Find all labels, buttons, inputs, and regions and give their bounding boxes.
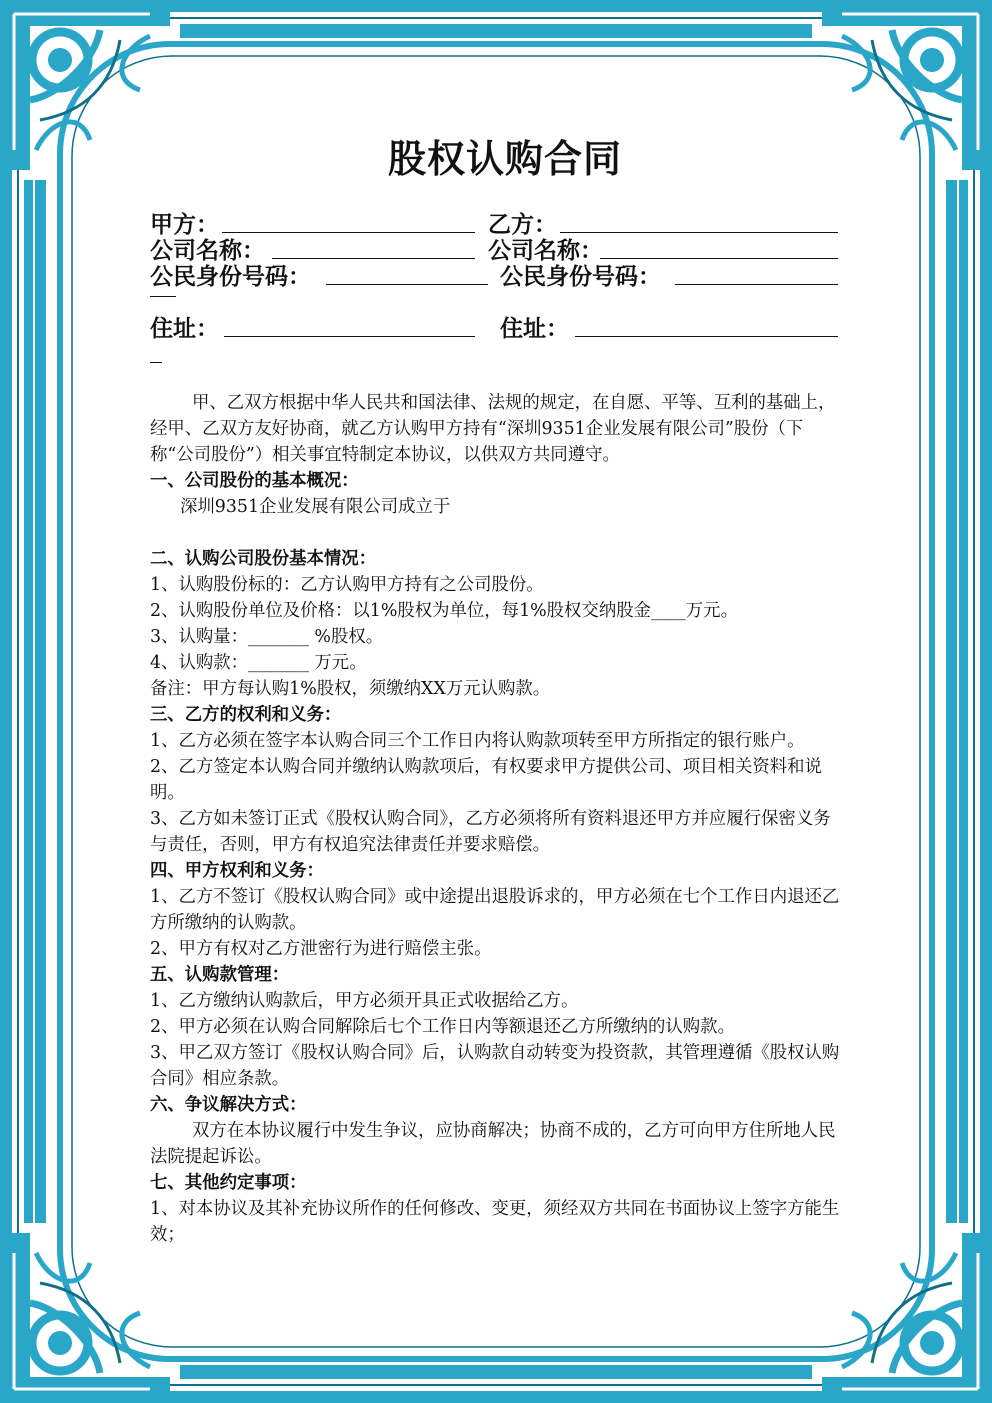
section-2-item-2: 2、认购股份单位及价格：以1%股权为单位，每1%股权交纳股金____万元。 <box>150 601 738 621</box>
party-b-label: 乙方： <box>488 212 557 238</box>
party-b-id-blank[interactable] <box>675 284 838 285</box>
party-a-id-label: 公民身份号码： <box>150 264 311 290</box>
intro-paragraph: 甲、乙双方根据中华人民共和国法律、法规的规定，在自愿、平等、互利的基础上，经甲、乙双方友好协商，就乙方认购甲方持有“深圳9351企业发展有限公司”股份（下称“公司股份”）相关事宜特制定本协议，以供双方共同遵守。 <box>150 393 836 465</box>
section-4-item-1: 1、乙方不签订《股权认购合同》或中途提出退股诉求的，甲方必须在七个工作日内退还乙方所缴纳的认购款。 <box>150 887 840 933</box>
party-b-id-label: 公民身份号码： <box>500 264 661 290</box>
section-7-heading: 七、其他约定事项： <box>150 1173 307 1193</box>
section-6-heading: 六、争议解决方式： <box>150 1095 307 1115</box>
section-3-item-3: 3、乙方如未签订正式《股权认购合同》，乙方必须将所有资料退还甲方并应履行保密义务与责任，否则，甲方有权追究法律责任并要求赔偿。 <box>150 809 831 855</box>
section-5-item-3: 3、甲乙双方签订《股权认购合同》后，认购款自动转变为投资款，其管理遵循《股权认购合同》相应条款。 <box>150 1043 840 1089</box>
contract-body <box>150 390 845 1248</box>
party-a-company-label: 公司名称： <box>150 238 265 264</box>
section-2-note: 备注：甲方每认购1%股权，须缴纳XX万元认购款。 <box>150 679 551 699</box>
party-b-address-label: 住址： <box>500 316 569 342</box>
section-4-item-2: 2、甲方有权对乙方泄密行为进行赔偿主张。 <box>150 939 492 959</box>
party-a-address-label: 住址： <box>150 316 219 342</box>
section-3-heading: 三、乙方的权利和义务： <box>150 705 342 725</box>
id-continuation-line <box>150 296 176 297</box>
section-1-text: 深圳9351企业发展有限公司成立于 <box>180 497 451 517</box>
section-4-heading: 四、甲方权利和义务： <box>150 861 324 881</box>
section-2-item-1: 1、认购股份标的：乙方认购甲方持有之公司股份。 <box>150 575 544 595</box>
section-2-item-4: 4、认购款：_______ 万元。 <box>150 653 367 673</box>
section-3-item-1: 1、乙方必须在签字本认购合同三个工作日内将认购款项转至甲方所指定的银行账户。 <box>150 731 805 751</box>
section-2-item-3: 3、认购量：_______ %股权。 <box>150 627 384 647</box>
section-1-heading: 一、公司股份的基本概况： <box>150 471 359 491</box>
address-continuation-line <box>150 362 162 363</box>
page-title: 股权认购合同 <box>387 137 622 181</box>
section-5-item-1: 1、乙方缴纳认购款后，甲方必须开具正式收据给乙方。 <box>150 991 579 1011</box>
section-7-item-1: 1、对本协议及其补充协议所作的任何修改、变更，须经双方共同在书面协议上签字方能生效； <box>150 1199 840 1245</box>
party-a-label: 甲方： <box>150 212 219 238</box>
section-2-heading: 二、认购公司股份基本情况： <box>150 549 377 569</box>
section-6-text: 双方在本协议履行中发生争议，应协商解决；协商不成的，乙方可向甲方住所地人民法院提起诉讼。 <box>150 1121 836 1167</box>
section-3-item-2: 2、乙方签定本认购合同并缴纳认购款项后，有权要求甲方提供公司、项目相关资料和说明。 <box>150 757 822 803</box>
party-b-company-label: 公司名称： <box>488 238 603 264</box>
party-a-address-blank[interactable] <box>224 336 475 337</box>
party-a-id-blank[interactable] <box>326 284 488 285</box>
party-b-address-blank[interactable] <box>575 336 838 337</box>
section-5-heading: 五、认购款管理： <box>150 965 290 985</box>
section-5-item-2: 2、甲方必须在认购合同解除后七个工作日内等额退还乙方所缴纳的认购款。 <box>150 1017 735 1037</box>
